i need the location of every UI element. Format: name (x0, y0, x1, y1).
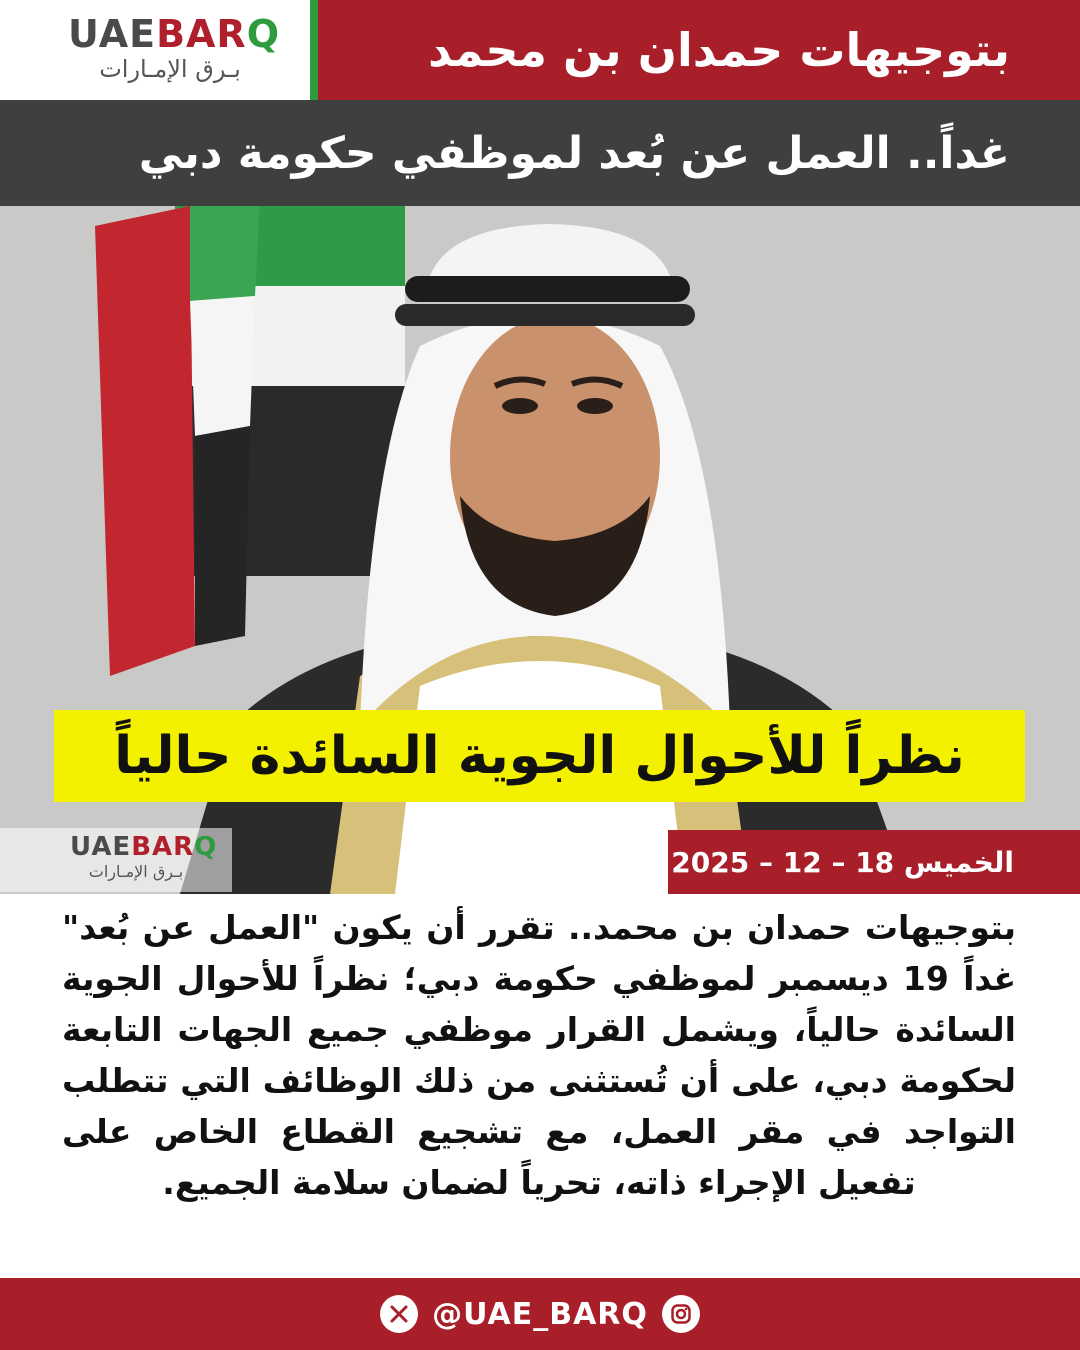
instagram-icon[interactable] (662, 1295, 700, 1333)
article-body: بتوجيهات حمدان بن محمد.. تقرر أن يكون "العمل عن بُعد" غداً 19 ديسمبر لموظفي حكومة دبي؛ نظراً للأحوال الجوية السائدة حالياً، ويشمل القرار موظفي جميع الجهات التابعة لحكومة دبي، على أن تُستثنى من ذلك الوظائف التي تتطلب التواجد في مقر العمل، مع تشجيع القطاع الخاص على تفعيل الإجراء ذاته، تحرياً لضمان سلامة الجميع. (62, 908, 1017, 1202)
date-label: الخميس 18 – 12 – 2025 (671, 845, 1014, 879)
brand-logo-latin: UAEBARQ (68, 12, 281, 56)
subtitle-bar (0, 100, 1080, 206)
highlight-text: نظراً للأحوال الجوية السائدة حالياً (114, 726, 965, 786)
brand-logo (0, 0, 310, 100)
highlight-banner (54, 710, 1025, 802)
x-icon[interactable] (380, 1295, 418, 1333)
page-subtitle: غداً.. العمل عن بُعد لموظفي حكومة دبي (138, 127, 1010, 179)
brand-logo-arabic: بـرق الإمـارات (99, 55, 241, 83)
watermark-logo-latin: UAEBARQ (70, 832, 218, 862)
title-bar (318, 0, 1080, 100)
page-title: بتوجيهات حمدان بن محمد (427, 23, 1010, 77)
date-bar (668, 830, 1080, 894)
social-handle[interactable]: @UAE_BARQ (432, 1296, 648, 1332)
footer (0, 1278, 1080, 1350)
watermark-logo-arabic: بـرق الإمـارات (88, 862, 184, 881)
watermark-logo (0, 828, 232, 892)
uae-flag (95, 206, 405, 676)
green-stripe (310, 0, 318, 100)
